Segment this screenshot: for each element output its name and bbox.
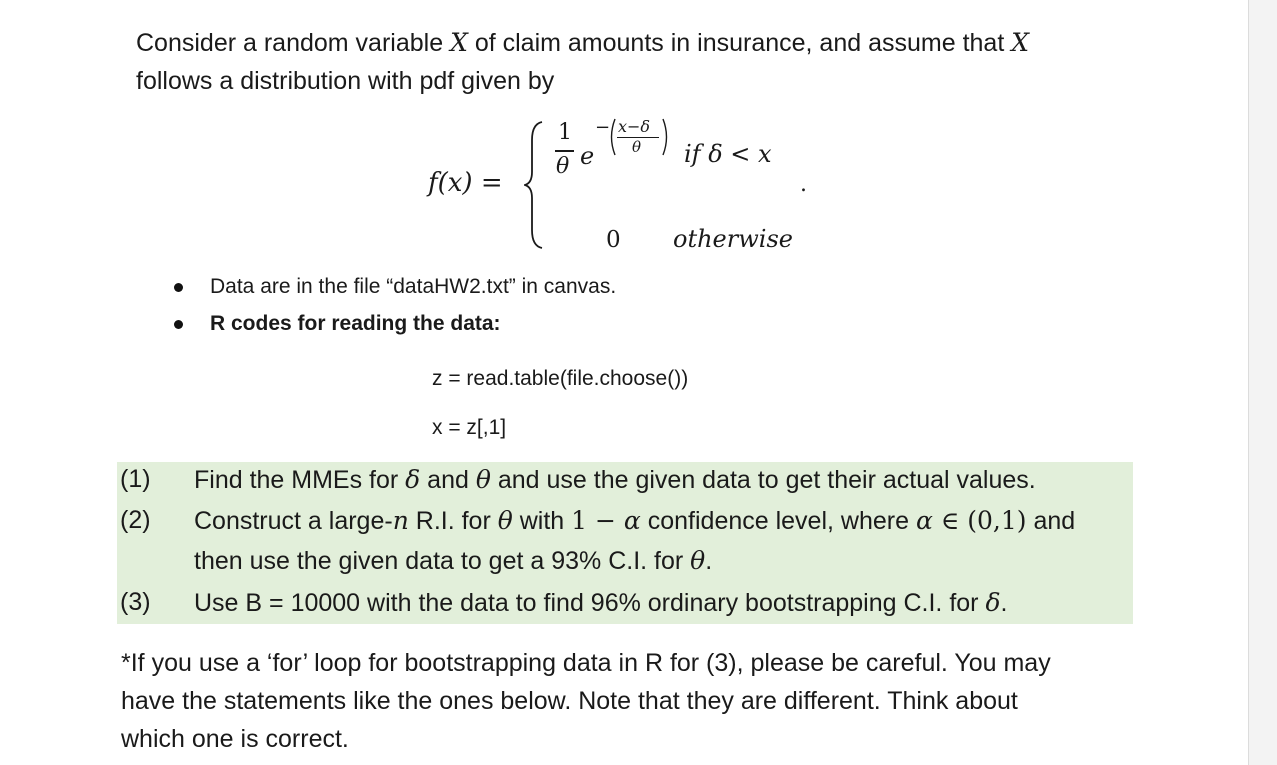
note-line-3: which one is correct. (121, 725, 349, 753)
pdf-lhs: f(x) = (428, 168, 503, 198)
frac-numerator: 1 (558, 120, 572, 145)
exp-denominator: θ (632, 138, 642, 156)
left-brace (524, 120, 546, 250)
question-3-number: (3) (120, 588, 151, 616)
exp-sign: − (595, 117, 611, 138)
question-2-text-line-2: then use the given data to get a 93% C.I. for θ. (194, 546, 713, 575)
question-2-text-line-1: Construct a large-n R.I. for θ with 1 − α confidence level, where α ∈ (0,1) and (194, 506, 1076, 535)
question-2-number: (2) (120, 506, 151, 534)
code-line-1: z = read.table(file.choose()) (432, 367, 689, 390)
frac-bar (555, 150, 574, 152)
intro-line-2: follows a distribution with pdf given by (136, 67, 555, 95)
case-1-condition: if δ < x (684, 140, 772, 168)
note-line-2: have the statements like the ones below. Note that they are different. Think about (121, 687, 1018, 715)
trailing-period: . (800, 172, 807, 197)
exp-base: e (580, 142, 595, 170)
code-line-2: x = z[,1] (432, 416, 507, 439)
bullet-dot-2 (174, 320, 183, 329)
bullet-r-codes: R codes for reading the data: (210, 312, 501, 335)
scrollbar-track[interactable] (1248, 0, 1277, 765)
question-3-text: Use B = 10000 with the data to find 96% ordinary bootstrapping C.I. for δ. (194, 588, 1008, 617)
question-1-text: Find the MMEs for δ and θ and use the given data to get their actual values. (194, 465, 1036, 494)
note-line-1: *If you use a ‘for’ loop for bootstrapping data in R for (3), please be careful. You may (121, 649, 1051, 677)
bullet-dot-1 (174, 283, 183, 292)
question-1-number: (1) (120, 465, 151, 493)
case-2-value: 0 (606, 227, 621, 253)
exp-numerator: x−δ (618, 117, 651, 136)
intro-line-1: Consider a random variable X of claim amounts in insurance, and assume that X (136, 28, 1030, 57)
case-2-condition: otherwise (673, 225, 793, 253)
frac-denominator: θ (556, 154, 570, 179)
bullet-data-file: Data are in the file “dataHW2.txt” in canvas. (210, 275, 617, 298)
